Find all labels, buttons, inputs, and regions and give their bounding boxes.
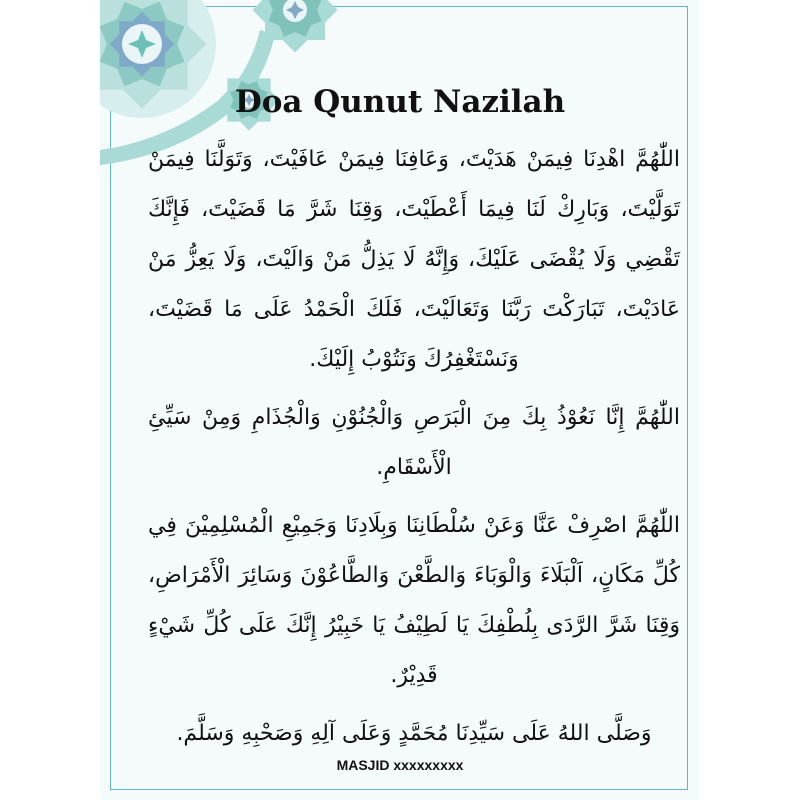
prayer-paragraph-1: اللّٰهُمَّ اهْدِنَا فِيمَنْ هَدَيْتَ، وَعَافِنَا فِيمَنْ عَافَيْتَ، وَتَوَلَّنَا فِيمَنْ تَوَلَّيْتَ، وَبَارِكْ لَنَا فِيمَا أَعْطَيْتَ، وَقِنَا شَرَّ مَا قَضَيْتَ، فَإِنَّكَ تَقْضِي وَلَا يُقْضَى عَلَيْكَ، وَإِنَّهُ لَا يَذِلُّ مَنْ وَالَيْتَ، وَلَا يَعِزُّ مَنْ عَادَيْتَ، تَبَارَكْتَ رَبَّنَا وَتَعَالَيْتَ، فَلَكَ الْحَمْدُ عَلَى مَا قَضَيْتَ، وَنَسْتَغْفِرُكَ وَنَتُوْبُ إِلَيْكَ. bbox=[148, 147, 680, 372]
prayer-paragraph-3: اللّٰهُمَّ اصْرِفْ عَنَّا وَعَنْ سُلْطَانِنَا وَبِلَادِنَا وَجَمِيْعِ الْمُسْلِمِيْنَ فِي كُلِّ مَكَانٍ، اَلْبَلَاءَ وَالْوَبَاءَ وَالطَّعْنَ وَالطَّاعُوْنَ وَسَائِرَ الْأَمْرَاضِ، وَقِنَا شَرَّ الرَّدَى بِلُطْفِكَ يَا لَطِيْفُ يَا خَبِيْرُ إِنَّكَ عَلَى كُلِّ شَيْءٍ قَدِيْرٌ. bbox=[148, 513, 680, 688]
prayer-paragraph-4: وَصَلَّى اللهُ عَلَى سَيِّدِنَا مُحَمَّدٍ وَعَلَى آلِهِ وَصَحْبِهِ وَسَلَّمَ. bbox=[176, 721, 652, 746]
prayer-paragraph-2: اللّٰهُمَّ إِنَّا نَعُوْذُ بِكَ مِنَ الْبَرَصِ وَالْجُنُوْنِ وَالْجُذَامِ وَمِنْ سَيِّئِ الْأَسْقَامِ. bbox=[148, 405, 680, 480]
poster bbox=[100, 0, 700, 800]
prayer-text bbox=[148, 135, 680, 767]
footer-label: MASJID xxxxxxxxx bbox=[336, 757, 464, 773]
page-title: Doa Qunut Nazilah bbox=[234, 84, 566, 120]
